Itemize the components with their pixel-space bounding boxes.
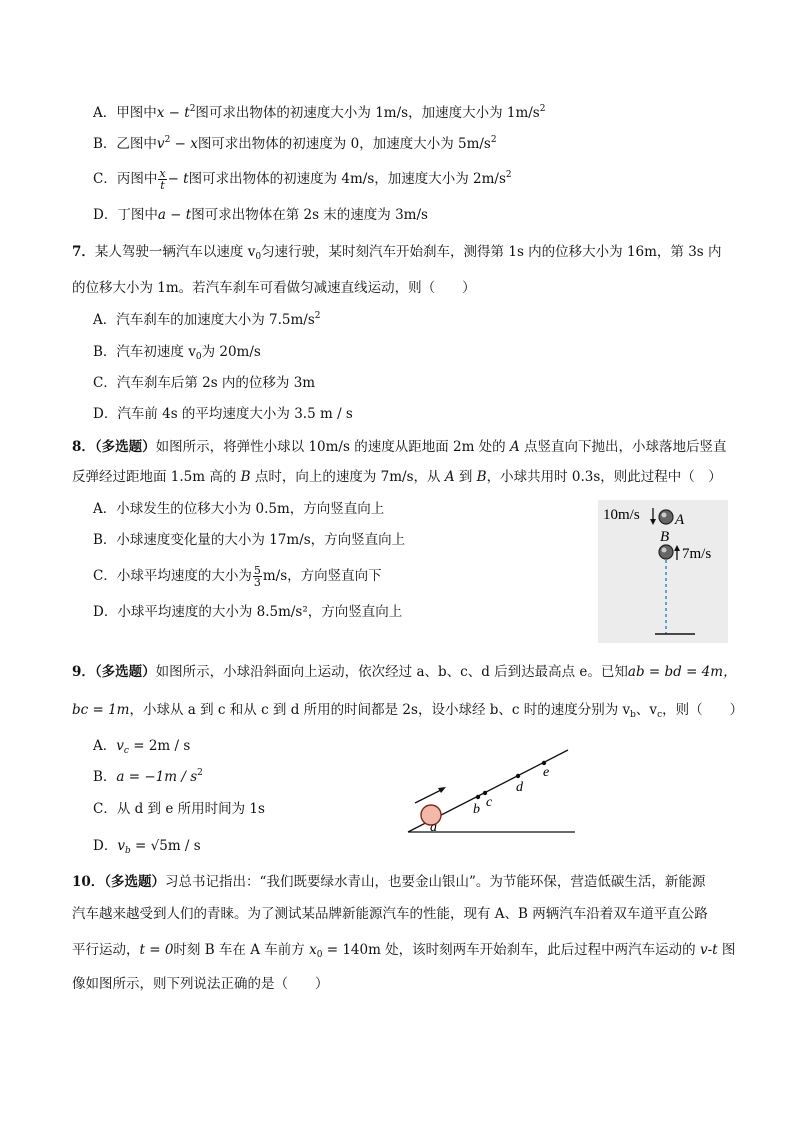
q10-stem-line2: 汽车越来越受到人们的青睐。为了测试某品牌新能源汽车的性能，现有 A、B 两辆汽车沿着双车道平直公路 [72,906,708,922]
q10-stem-part3: 时刻 B 车在 A 车前方 [173,942,310,958]
q6-option-d-formula: a − t [157,207,192,223]
q10-stem-line1 [72,872,705,892]
q9-stem-line1 [72,662,737,682]
q6-option-b [93,134,497,154]
q8-option-c-part2: m/s，方向竖直向下 [262,568,382,584]
q9-number: 9． [72,664,95,680]
q9-dot-b [476,795,480,799]
q7-stem-line2: 的位移大小为 1m。若汽车刹车可看做匀减速直线运动，则（ ） [72,280,476,296]
q9-figure-svg [400,745,580,837]
q9-dot-d [516,774,520,778]
q9-stem-sub-b: b [630,710,636,720]
q9-stem-part1: 如图所示，小球沿斜面向上运动，依次经过 a、b、c、d 后到达最高点 e。已知 [155,664,628,680]
q6-option-c-frac-num: x [159,167,166,180]
q9-label-b: b [473,802,480,817]
q6-option-d-text: 图可求出物体在第 2s 末的速度为 3m/s [191,207,428,223]
q8-option-c-frac-num: 5 [253,564,261,577]
q8-ball-b [659,545,673,559]
q6-option-c-unit-exp: 2 [505,170,512,180]
q9-option-b [93,767,203,787]
q8-label-v-down: 10m/s [603,507,640,523]
q6-option-a-formula: x − t [156,105,190,121]
q8-option-c-fraction [253,565,262,588]
q8-ball-figure [598,500,728,643]
q6-option-c-prefix: C．丙图中 [93,171,158,187]
q9-option-d [93,836,201,856]
q8-option-d: D．小球平均速度的大小为 8.5m/s²，方向竖直向上 [93,604,403,620]
q9-option-a-formula: v [116,738,124,754]
q8-down-arrow-icon [650,519,656,525]
q8-stem-part1: 如图所示，将弹性小球以 10m/s 的速度从距地面 2m 处的 [155,439,510,455]
q10-stem-part4: 处，该时刻两车开始刹车，此后过程中两汽车运动的 [380,942,700,958]
q9-stem-part2: ab = bd = 4m， [627,664,737,680]
q9-stem-sub-c: c [657,710,663,720]
q9-option-d-value: = √5m / s [130,838,201,854]
q8-point-a2: A [444,469,455,485]
q6-option-b-prefix: B．乙图中 [93,136,157,152]
q8-stem-part3: 反弹经过距地面 1.5m 高的 [72,469,241,485]
q7-stem-part2: 匀速行驶，某时刻汽车开始刹车，测得第 1s 内的位移大小为 16m，第 3s 内 [261,244,722,260]
q6-option-a-text: 图可求出物体的初速度大小为 1m/s，加速度大小为 1m/s [195,105,540,121]
q10-stem-line4: 像如图所示，则下列说法正确的是（ ） [72,976,329,992]
q7-option-a-exp: 2 [314,311,321,321]
q7-stem-sub: 0 [255,252,262,262]
q8-ball-a [659,510,673,524]
q6-option-c-formula: − t [167,171,189,187]
q6-option-c-text: 图可求出物体的初速度为 4m/s，加速度大小为 2m/s [188,171,506,187]
q6-option-b-text: 图可求出物体的初速度为 0，加速度大小为 5m/s [197,136,491,152]
q6-option-a-unit-exp: 2 [539,104,546,114]
q8-stem-line2 [72,467,722,487]
q10-stem-sub: 0 [316,950,323,960]
q9-option-a [93,736,190,756]
q8-ball-b-highlight [662,548,667,553]
q6-option-a [93,103,545,123]
q9-option-d-label: D． [93,838,118,854]
q8-stem-part4: 点时，向上的速度为 7m/s，从 [250,469,445,485]
q9-label-d: d [516,780,523,795]
q8-point-a: A [509,439,520,455]
q9-stem-part6: ，则（ ） [662,702,744,718]
q6-option-b-exp: 2 [164,135,171,145]
q10-stem-part2: 平行运动， [72,942,140,958]
q9-option-b-exp: 2 [197,768,203,778]
q9-option-a-sub: c [123,746,129,756]
q10-stem-part5: 图 [717,942,736,958]
q8-label-b: B [660,529,670,545]
q6-option-b-formula2: − x [170,136,198,152]
q8-label-v-up: 7m/s [682,546,712,562]
q7-stem-part1: 某人驾驶一辆汽车以速度 v [94,244,256,260]
q10-stem-x-value: = 140m [322,942,381,958]
q6-option-a-exp: 2 [189,104,196,114]
q9-stem-part4: ，小球从 a 到 c 和从 c 到 d 所用的时间都是 2s，设小球经 b、c 时的速度分别为 v [129,702,631,718]
q9-option-d-sub: b [124,846,131,856]
q9-stem-line2 [72,700,743,720]
q8-number: 8． [72,439,95,455]
q8-point-b: B [240,469,251,485]
q8-option-c-part1: C．小球平均速度的大小为 [93,568,252,584]
q8-option-b: B．小球速度变化量的大小为 17m/s，方向竖直向上 [93,532,406,548]
q10-stem-vt: v-t [699,942,718,958]
q9-label-a: a [430,820,437,835]
q7-option-d: D．汽车前 4s 的平均速度大小为 3.5 m / s [93,406,353,422]
q7-option-a [93,310,321,330]
q6-option-d [93,205,428,225]
q7-option-c: C．汽车刹车后第 2s 内的位移为 3m [93,375,316,391]
q10-number: 10． [72,874,105,890]
q9-option-a-label: A． [93,738,117,754]
q8-option-c [93,565,382,588]
q9-label-c: c [486,795,493,810]
q7-option-a-text: A．汽车刹车的加速度大小为 7.5m/s [93,312,315,328]
q8-point-b2: B [476,469,487,485]
q7-number: 7． [72,244,95,260]
q9-stem-part3: bc = 1m [72,702,130,718]
q6-option-b-unit-exp: 2 [490,135,497,145]
q8-tag: （多选题） [94,439,156,455]
q8-stem-part5: 到 [454,469,477,485]
q8-stem-line1 [72,437,727,457]
q7-stem-line1 [72,242,722,262]
q9-option-b-label: B． [93,769,117,785]
q9-motion-arrow-shaft [415,789,443,803]
q8-figure-svg [598,500,728,643]
q6-option-d-prefix: D．丁图中 [93,207,158,223]
q9-option-a-value: = 2m / s [128,738,191,754]
q10-tag: （多选题） [104,874,166,890]
q9-incline-figure [400,745,580,837]
q7-option-b-part2: 为 20m/s [201,344,261,360]
q8-label-a: A [675,512,685,528]
q6-option-c-fraction [158,168,166,191]
q10-stem-t0: t = 0 [139,942,174,958]
q8-option-a: A．小球发生的位移大小为 0.5m，方向竖直向上 [93,501,385,517]
q8-stem-part6: ，小球共用时 0.3s，则此过程中（ ） [486,469,722,485]
q9-option-c: C．从 d 到 e 所用时间为 1s [93,801,265,817]
q6-option-c [93,168,512,191]
q10-stem-x: x [309,942,317,958]
q7-option-b-part1: B．汽车初速度 v [93,344,196,360]
q6-option-b-formula: v [156,136,165,152]
q9-motion-arrow-icon [438,787,446,793]
q6-option-a-prefix: A．甲图中 [93,105,157,121]
q8-stem-part2: 点竖直向下抛出，小球落地后竖直 [519,439,727,455]
q9-option-b-formula: a = −1m / s [116,769,198,785]
q7-option-b-sub: 0 [195,352,202,362]
q7-option-b [93,342,261,362]
q9-option-d-formula: v [117,838,125,854]
q6-option-c-frac-den: t [160,179,165,192]
q9-tag: （多选题） [94,664,156,680]
q9-stem-part5: 、v [635,702,658,718]
q9-label-e: e [543,765,550,780]
q10-stem-line3 [72,940,735,960]
q10-stem-part1: 习总书记指出：“我们既要绿水青山，也要金山银山”。为节能环保，营造低碳生活，新能源 [165,874,706,890]
q8-option-c-frac-den: 3 [253,576,261,589]
q8-ball-a-highlight [662,513,667,518]
q8-up-arrow-icon [674,545,680,551]
